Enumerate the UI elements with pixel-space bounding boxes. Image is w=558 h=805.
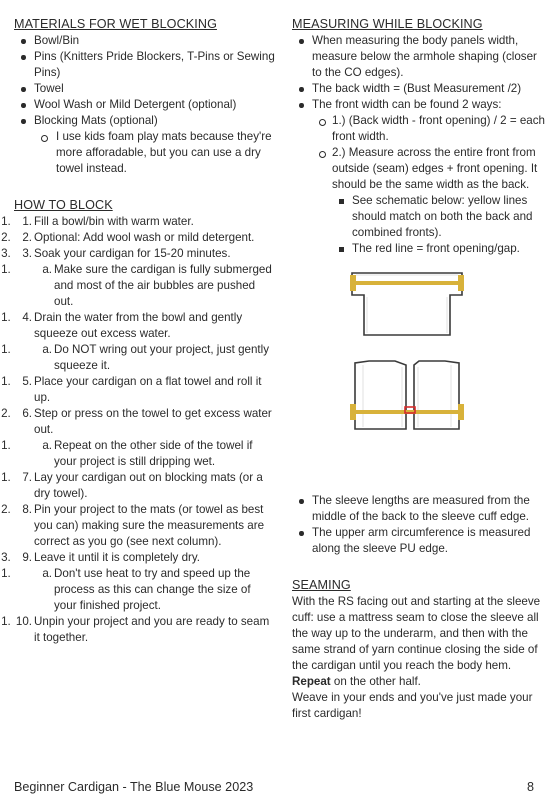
list-item: When measuring the body panels width, measure below the armhole shaping (closer to the CO edges). <box>292 33 548 81</box>
step-item: 2. 8. Pin your project to the mats (or towel as best you can) making sure the measurements are correct as you go (see next column). <box>14 502 276 550</box>
substep-item: 1. a. Don't use heat to try and speed up the process as this can change the size of your finished project. <box>14 566 276 614</box>
seaming-paragraph: With the RS facing out and starting at the sleeve cuff: use a mattress seam to close the sleeve all the way up to the underarm, and then with the same strand of yarn continue closing the side of the cardigan until you reach the body hem. <box>292 595 541 672</box>
list-item: 1.) (Back width - front opening) / 2 = each front width. <box>312 113 548 145</box>
steps-list <box>14 214 276 262</box>
list-item: The back width = (Bust Measurement /2) <box>292 81 548 97</box>
right-column <box>292 15 548 722</box>
measuring-subsublist <box>332 193 548 257</box>
front-panels <box>355 361 459 429</box>
steps-list <box>14 614 276 646</box>
seaming-repeat: Repeat on the other half. <box>292 675 421 688</box>
footer-title: Beginner Cardigan - The Blue Mouse 2023 <box>14 780 254 794</box>
how-to-heading: HOW TO BLOCK <box>14 198 113 212</box>
step-item: 2. 6. Step or press on the towel to get excess water out. <box>14 406 276 438</box>
seaming-final: Weave in your ends and you've just made your first cardigan! <box>292 691 533 720</box>
steps-list <box>14 374 276 438</box>
list-item: The red line = front opening/gap. <box>332 241 548 257</box>
seaming-text <box>292 594 548 722</box>
list-item: The front width can be found 2 ways: <box>292 97 548 113</box>
list-item: The upper arm circumference is measured along the sleeve PU edge. <box>292 525 548 557</box>
steps-list <box>14 470 276 566</box>
step-item: 1. 7. Lay your cardigan out on blocking mats (or a dry towel). <box>14 470 276 502</box>
list-item: Bowl/Bin <box>14 33 276 49</box>
step-item: 1. 1. Fill a bowl/bin with warm water. <box>14 214 276 230</box>
list-item: Wool Wash or Mild Detergent (optional) <box>14 97 276 113</box>
page-number: 8 <box>526 780 534 794</box>
blocking-schematic-diagram <box>347 261 467 481</box>
list-item: I use kids foam play mats because they're more afforadable, but you can use a dry towel instead. <box>34 129 276 177</box>
list-item: Towel <box>14 81 276 97</box>
substep-item: 1. a. Repeat on the other side of the towel if your project is still dripping wet. <box>14 438 276 470</box>
steps-list <box>14 310 276 342</box>
list-item: The sleeve lengths are measured from the middle of the back to the sleeve cuff edge. <box>292 493 548 525</box>
step-item: 2. 2. Optional: Add wool wash or mild detergent. <box>14 230 276 246</box>
materials-heading: MATERIALS FOR WET BLOCKING <box>14 17 217 31</box>
measuring-list <box>292 33 548 113</box>
measuring-notes-list <box>292 493 548 557</box>
substeps-list <box>14 342 276 374</box>
substeps-list <box>14 438 276 470</box>
list-item: Blocking Mats (optional) <box>14 113 276 129</box>
step-item: 1. 4. Drain the water from the bowl and gently squeeze out excess water. <box>14 310 276 342</box>
measuring-heading: MEASURING WHILE BLOCKING <box>292 17 483 31</box>
list-item: See schematic below: yellow lines should match on both the back and combined fronts). <box>332 193 548 241</box>
materials-sublist <box>34 129 276 177</box>
step-item: 1. 5. Place your cardigan on a flat towel and roll it up. <box>14 374 276 406</box>
list-item: Pins (Knitters Pride Blockers, T-Pins or Sewing Pins) <box>14 49 276 81</box>
list-item: 2.) Measure across the entire front from outside (seam) edges + front opening. It should be the same width as the back. <box>312 145 548 193</box>
substeps-list <box>14 566 276 614</box>
repeat-bold: Repeat <box>292 675 331 688</box>
step-item: 3. 3. Soak your cardigan for 15-20 minutes. <box>14 246 276 262</box>
left-column <box>14 15 276 646</box>
substep-item: 1. a. Make sure the cardigan is fully submerged and most of the air bubbles are pushed out. <box>14 262 276 310</box>
step-item: 1. 10. Unpin your project and you are ready to seam it together. <box>14 614 276 646</box>
seaming-heading: SEAMING <box>292 578 351 592</box>
materials-list <box>14 33 276 129</box>
substep-item: 1. a. Do NOT wring out your project, just gently squeeze it. <box>14 342 276 374</box>
page-footer <box>14 779 534 795</box>
step-item: 3. 9. Leave it until it is completely dry. <box>14 550 276 566</box>
substeps-list <box>14 262 276 310</box>
measuring-sublist <box>312 113 548 193</box>
